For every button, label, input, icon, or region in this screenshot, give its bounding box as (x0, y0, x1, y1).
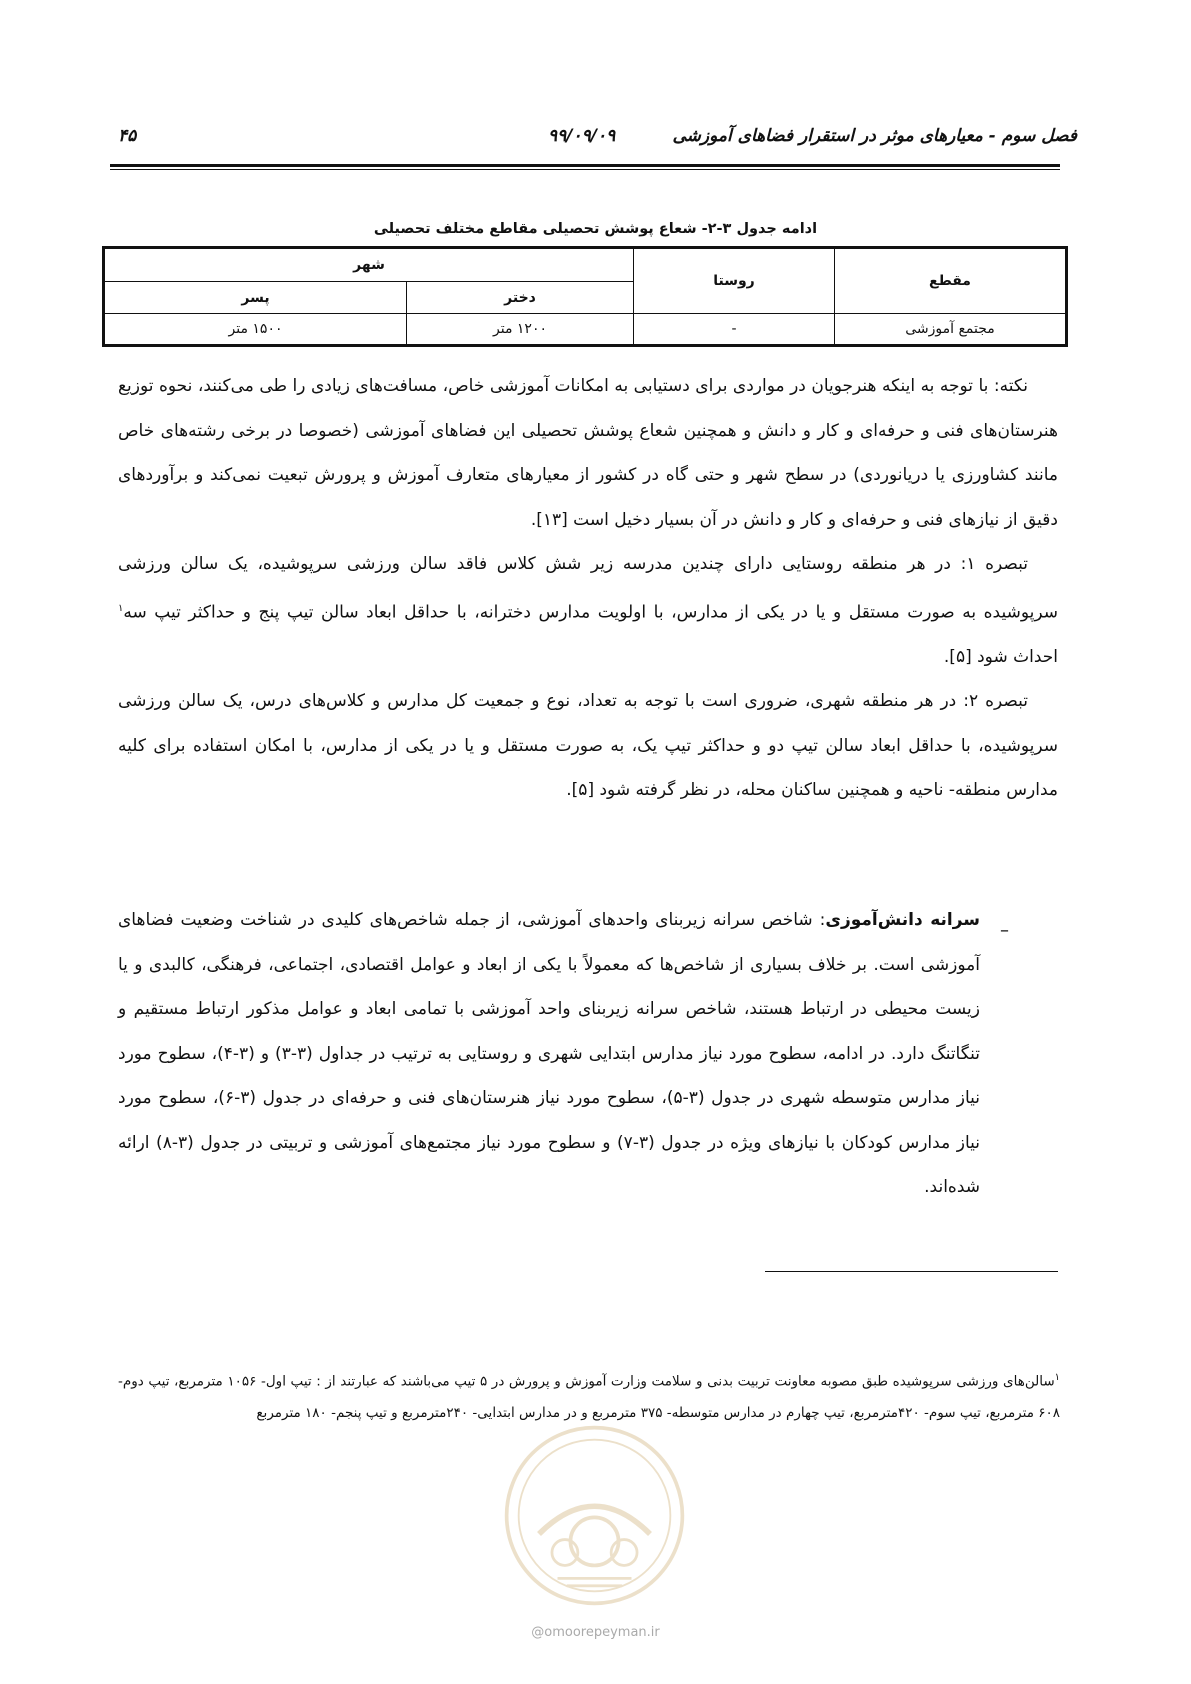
header-pesar: پسر (104, 282, 407, 314)
header-date: ۹۹/۰۹/۰۹ (548, 126, 616, 146)
watermark-text: @omoorepeyman.ir (531, 1625, 660, 1640)
bullet-body: : شاخص سرانه زیربنای واحدهای آموزشی، از جمله شاخص‌های کلیدی در شناخت وضعیت فضاهای آموزشی است. بر خلاف بسیاری از شاخص‌ها که معمولاً با یکی از ابعاد و عوامل اقتصادی، اجتماعی، فرهنگی، کالبدی و یا زیست محیطی در ارتباط هستند، شاخص سرانه زیربنای واحد آموزشی با تمامی ابعاد و عوامل مذکور ارتباط مستقیم و تنگاتنگ دارد. در ادامه، سطوح مورد نیاز مدارس ابتدایی شهری و روستایی به ترتیب در جداول (۳-۳) و (۳-۴)، سطوح مورد نیاز مدارس متوسطه شهری در جدول (۳-۵)، سطوح مورد نیاز هنرستان‌های فنی و حرفه‌ای در جدول (۳-۶)، سطوح مورد نیاز مدارس کودکان با نیازهای ویژه در جدول (۳-۷) و سطوح مورد نیاز مجتمع‌های آموزشی و تربیتی در جدول (۳-۸) ارائه شده‌اند. (118, 910, 980, 1197)
header-rousta: روستا (634, 248, 835, 314)
watermark-seal (502, 1423, 687, 1608)
note1-tail: احداث شود [۵]. (943, 646, 1058, 667)
bullet-title: سرانه دانش‌آموزی (825, 910, 981, 930)
coverage-table (102, 246, 1068, 347)
note2-paragraph: تبصره ۲: در هر منطقه شهری، ضروری است با توجه به تعداد، نوع و جمعیت کل مدارس و کلاس‌های درس، یک سالن ورزشی سرپوشیده، با حداقل ابعاد سالن تیپ دو و حداکثر تیپ یک، به صورت مستقل و یا در یکی از مدارس، با امکان استفاده برای کلیه مدارس منطقه- ناحیه و همچنین ساکنان محله، در نظر گرفته شود [۵]. (118, 691, 1058, 801)
cell-maqta: مجتمع آموزشی (835, 314, 1067, 346)
page-number: ۴۵ (118, 126, 137, 146)
bullet-paragraph (118, 898, 980, 1210)
table-row (104, 314, 1067, 346)
body-text (118, 364, 1058, 813)
header-shahr: شهر (104, 248, 634, 282)
note-paragraph: نکته: با توجه به اینکه هنرجویان در مواردی برای دستیابی به امکانات آموزشی خاص، مسافت‌های زیادی را طی می‌کنند، نحوه توزیع هنرستان‌های فنی و حرفه‌ای و کار و دانش و همچنین شعاع پوشش تحصیلی این فضاهای آموزشی (خصوصا در برخی رشته‌های خاص مانند کشاورزی یا دریانوردی) در سطح شهر و حتی گاه در کشور از معیارهای متعارف آموزش و پرورش تبعیت نمی‌کند و برآوردهای دقیق از نیازهای فنی و حرفه‌ای و کار و دانش در آن بسیار دخیل است [۱۳]. (118, 376, 1058, 530)
footnote-rule (765, 1271, 1058, 1272)
footnote (118, 1362, 1060, 1429)
header-rule-thin (110, 169, 1060, 170)
header-maqta: مقطع (835, 248, 1067, 314)
chapter-title: فصل سوم - معیارهای موثر در استقرار فضاهای آموزشی (672, 126, 1077, 146)
cell-rousta: - (634, 314, 835, 346)
header-dokhtar: دختر (407, 282, 634, 314)
cell-pesar: ۱۵۰۰ متر (104, 314, 407, 346)
note1-text: تبصره ۱: در هر منطقه روستایی دارای چندین مدرسه زیر شش کلاس فاقد سالن ورزشی سرپوشیده، یک سالن ورزشی سرپوشیده به صورت مستقل و یا در یکی از مدارس، با اولویت مدارس دخترانه، با حداقل ابعاد سالن تیپ پنج و حداکثر تیپ سه (118, 554, 1058, 623)
note1-paragraph (118, 542, 1058, 679)
footnote-mark: ۱ (1054, 1372, 1061, 1383)
cell-dokhtar: ۱۲۰۰ متر (407, 314, 634, 346)
footnote-text: سالن‌های ورزشی سرپوشیده طبق مصوبه معاونت تربیت بدنی و سلامت وزارت آموزش و پرورش در ۵ تیپ می‌باشند که عبارتند از : تیپ اول- ۱۰۵۶ مترمربع، تیپ دوم- ۶۰۸ مترمربع، تیپ سوم- ۴۲۰مترمربع، تیپ چهارم در مدارس متوسطه- ۳۷۵ مترمربع و در مدارس ابتدایی- ۲۴۰مترمربع و تیپ پنجم- ۱۸۰ مترمربع (118, 1373, 1060, 1421)
footnote-ref: ۱ (118, 602, 124, 614)
header-rule (110, 164, 1060, 167)
bullet-dash: – (1000, 920, 1009, 941)
table-caption: ادامه جدول ۳-۲- شعاع پوشش تحصیلی مقاطع مختلف تحصیلی (373, 221, 818, 237)
